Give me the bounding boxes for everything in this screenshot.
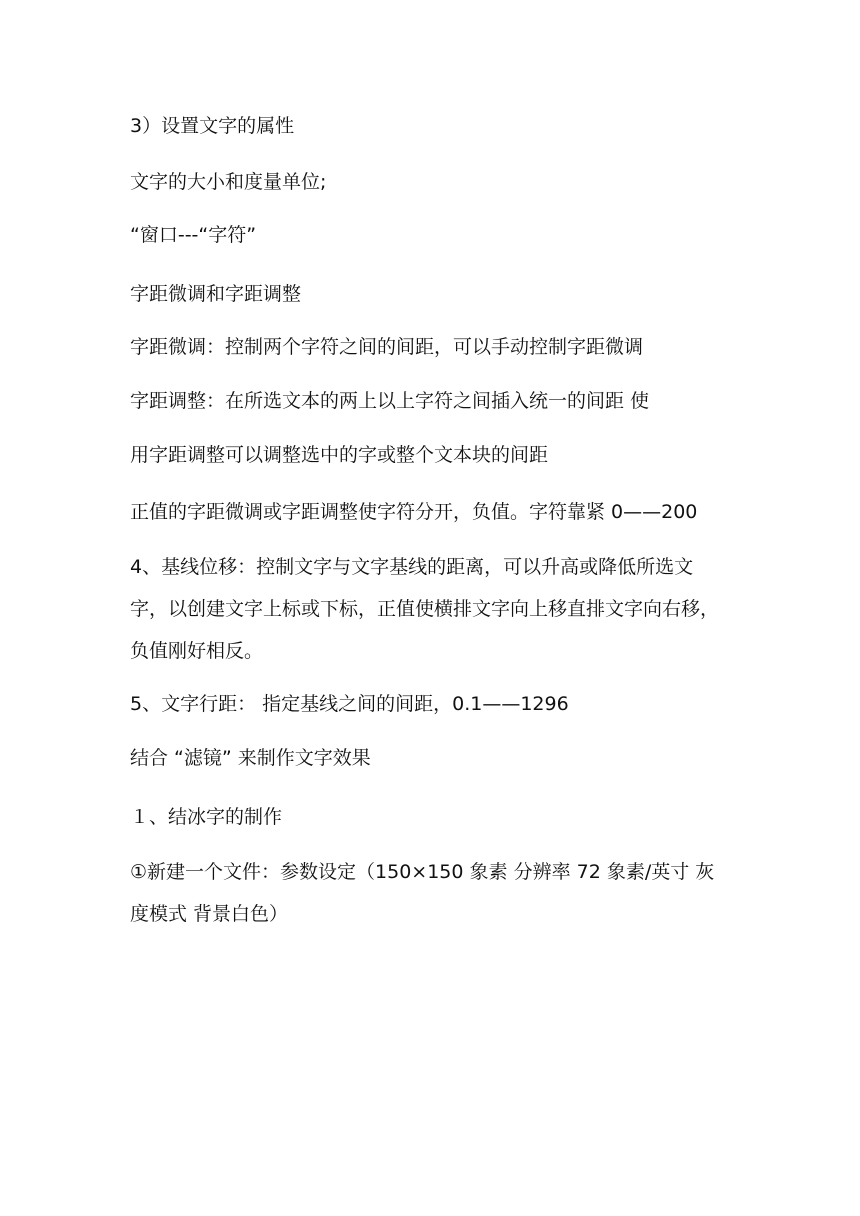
step-new-file-line2: 度模式 背景白色） — [130, 903, 289, 925]
paragraph-filter-effects: 结合 “滤镜” 来制作文字效果 — [130, 747, 371, 769]
paragraph-kerning-tracking-heading: 字距微调和字距调整 — [130, 283, 302, 305]
paragraph-text-size-units: 文字的大小和度量单位; — [130, 171, 327, 193]
section-heading-text-attributes: 3）设置文字的属性 — [130, 115, 295, 137]
paragraph-tracking-definition-line2: 用字距调整可以调整选中的字或整个文本块的间距 — [130, 444, 549, 466]
step-new-file-line1: ①新建一个文件：参数设定（150×150 象素 分辨率 72 象素/英寸 灰 — [130, 861, 715, 883]
paragraph-kerning-values: 正值的字距微调或字距调整使字符分开，负值。字符靠紧 0——200 — [130, 501, 698, 523]
paragraph-baseline-shift-line3: 负值刚好相反。 — [130, 640, 264, 662]
paragraph-tracking-definition-line1: 字距调整：在所选文本的两上以上字符之间插入统一的间距 使 — [130, 390, 650, 412]
paragraph-kerning-definition: 字距微调：控制两个字符之间的间距，可以手动控制字距微调 — [130, 336, 644, 358]
paragraph-baseline-shift-line1: 4、基线位移：控制文字与文字基线的距离，可以升高或降低所选文 — [130, 556, 694, 578]
paragraph-window-character-menu: “窗口---“字符” — [130, 224, 257, 246]
paragraph-leading: 5、文字行距： 指定基线之间的间距，0.1——1296 — [130, 693, 569, 715]
paragraph-baseline-shift-line2: 字，以创建文字上标或下标，正值使横排文字向上移直排文字向右移， — [130, 598, 720, 620]
list-item-ice-text: １、结冰字的制作 — [130, 806, 283, 828]
